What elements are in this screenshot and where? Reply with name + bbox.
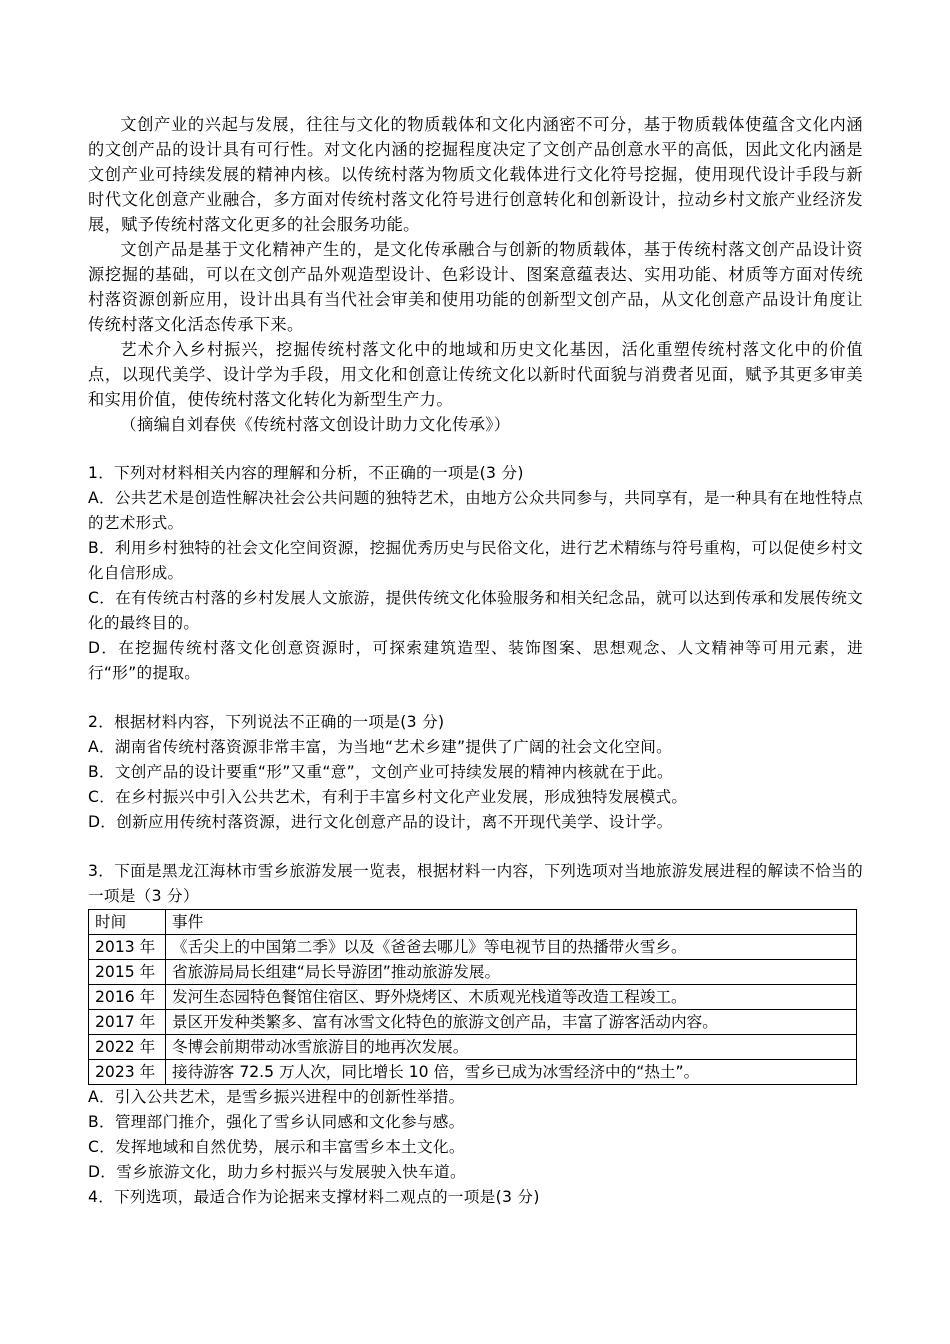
passage-paragraph: 文创产品是基于文化精神产生的，是文化传承融合与创新的物质载体，基于传统村落文创产品设计资源挖掘的基础，可以在文创产品外观造型设计、色彩设计、图案意蕴表达、实用功能、材质等方面对传统村落资源创新应用，设计出具有当代社会审美和使用功能的创新型文创产品，从文化创意产品设计角度让传统村落文化活态传承下来。 xyxy=(88,240,863,334)
cell-event: 省旅游局局长组建“局长导游团”推动旅游发展。 xyxy=(166,960,857,985)
cell-event: 发河生态园特色餐馆住宿区、野外烧烤区、木质观光栈道等改造工程竣工。 xyxy=(166,985,857,1010)
passage-paragraph: 文创产业的兴起与发展，往往与文化的物质载体和文化内涵密不可分，基于物质载体使蕴含文化内涵的文创产品的设计具有可行性。对文化内涵的挖掘程度决定了文创产品创意水平的高低，因此文化内涵是文创产业可持续发展的精神内核。以传统村落为物质文化载体进行文化符号挖掘，使用现代设计手段与新时代文化创意产业融合，多方面对传统村落文化符号进行创意转化和创新设计，拉动乡村文旅产业经济发展，赋予传统村落文化更多的社会服务功能。 xyxy=(88,115,863,234)
header-event: 事件 xyxy=(166,910,857,935)
exam-page xyxy=(88,112,863,1210)
table-row xyxy=(89,1060,857,1085)
option-c: C．在乡村振兴中引入公共艺术，有利于丰富乡村文化产业发展，形成独特发展模式。 xyxy=(88,788,688,806)
cell-year: 2015 年 xyxy=(89,960,166,985)
passage-paragraph: 艺术介入乡村振兴，挖掘传统村落文化中的地域和历史文化基因，活化重塑传统村落文化中的价值点，以现代美学、设计学为手段，用文化和创意让传统文化以新时代面貌与消费者见面，赋予其更多审美和实用价值，使传统村落文化转化为新型生产力。 xyxy=(88,340,863,409)
passage-source: （摘编自刘春侠《传统村落文创设计助力文化传承》） xyxy=(120,415,511,434)
cell-event: 景区开发种类繁多、富有冰雪文化特色的旅游文创产品，丰富了游客活动内容。 xyxy=(166,1010,857,1035)
cell-year: 2023 年 xyxy=(89,1060,166,1085)
question-2 xyxy=(88,710,863,835)
option-b: B．利用乡村独特的社会文化空间资源，挖掘优秀历史与民俗文化，进行艺术精练与符号重构，可以促使乡村文化自信形成。 xyxy=(88,539,863,582)
cell-year: 2022 年 xyxy=(89,1035,166,1060)
reading-passage xyxy=(88,112,863,437)
option-c: C．在有传统古村落的乡村发展人文旅游，提供传统文化体验服务和相关纪念品，就可以达到传承和发展传统文化的最终目的。 xyxy=(88,589,863,632)
option-d: D．创新应用传统村落资源，进行文化创意产品的设计，离不开现代美学、设计学。 xyxy=(88,813,673,831)
question-4 xyxy=(88,1185,863,1210)
question-1 xyxy=(88,461,863,686)
table-row xyxy=(89,960,857,985)
option-d: D．在挖掘传统村落文化创意资源时，可探索建筑造型、装饰图案、思想观念、人文精神等可用元素，进行“形”的提取。 xyxy=(88,639,863,682)
header-time: 时间 xyxy=(89,910,166,935)
option-b: B．文创产品的设计要重“形”又重“意”，文创产业可持续发展的精神内核就在于此。 xyxy=(88,763,673,781)
cell-year: 2013 年 xyxy=(89,935,166,960)
question-stem: 3．下面是黑龙江海林市雪乡旅游发展一览表，根据材料一内容，下列选项对当地旅游发展进程的解读不恰当的一项是（3 分） xyxy=(88,862,863,905)
question-stem: 4．下列选项，最适合作为论据来支撑材料二观点的一项是(3 分) xyxy=(88,1188,540,1206)
table-header-row xyxy=(89,910,857,935)
option-b: B．管理部门推介，强化了雪乡认同感和文化参与感。 xyxy=(88,1113,465,1131)
option-a: A．引入公共艺术，是雪乡振兴进程中的创新性举措。 xyxy=(88,1088,465,1106)
tourism-timeline-table xyxy=(88,909,857,1085)
question-3 xyxy=(88,859,863,1185)
option-d: D．雪乡旅游文化，助力乡村振兴与发展驶入快车道。 xyxy=(88,1163,466,1181)
cell-event: 《舌尖上的中国第二季》以及《爸爸去哪儿》等电视节目的热播带火雪乡。 xyxy=(166,935,857,960)
cell-year: 2016 年 xyxy=(89,985,166,1010)
table-row xyxy=(89,1035,857,1060)
option-a: A．公共艺术是创造性解决社会公共问题的独特艺术，由地方公众共同参与，共同享有，是一种具有在地性特点的艺术形式。 xyxy=(88,489,863,532)
option-a: A．湖南省传统村落资源非常丰富，为当地“艺术乡建”提供了广阔的社会文化空间。 xyxy=(88,738,673,756)
question-stem: 2．根据材料内容，下列说法不正确的一项是(3 分) xyxy=(88,713,445,731)
cell-event: 冬博会前期带动冰雪旅游目的地再次发展。 xyxy=(166,1035,857,1060)
table-row xyxy=(89,985,857,1010)
option-c: C．发挥地域和自然优势，展示和丰富雪乡本土文化。 xyxy=(88,1138,465,1156)
table-row xyxy=(89,1010,857,1035)
question-stem: 1．下列对材料相关内容的理解和分析，不正确的一项是(3 分) xyxy=(88,464,524,482)
cell-year: 2017 年 xyxy=(89,1010,166,1035)
cell-event: 接待游客 72.5 万人次，同比增长 10 倍，雪乡已成为冰雪经济中的“热土”。 xyxy=(166,1060,857,1085)
table-row xyxy=(89,935,857,960)
